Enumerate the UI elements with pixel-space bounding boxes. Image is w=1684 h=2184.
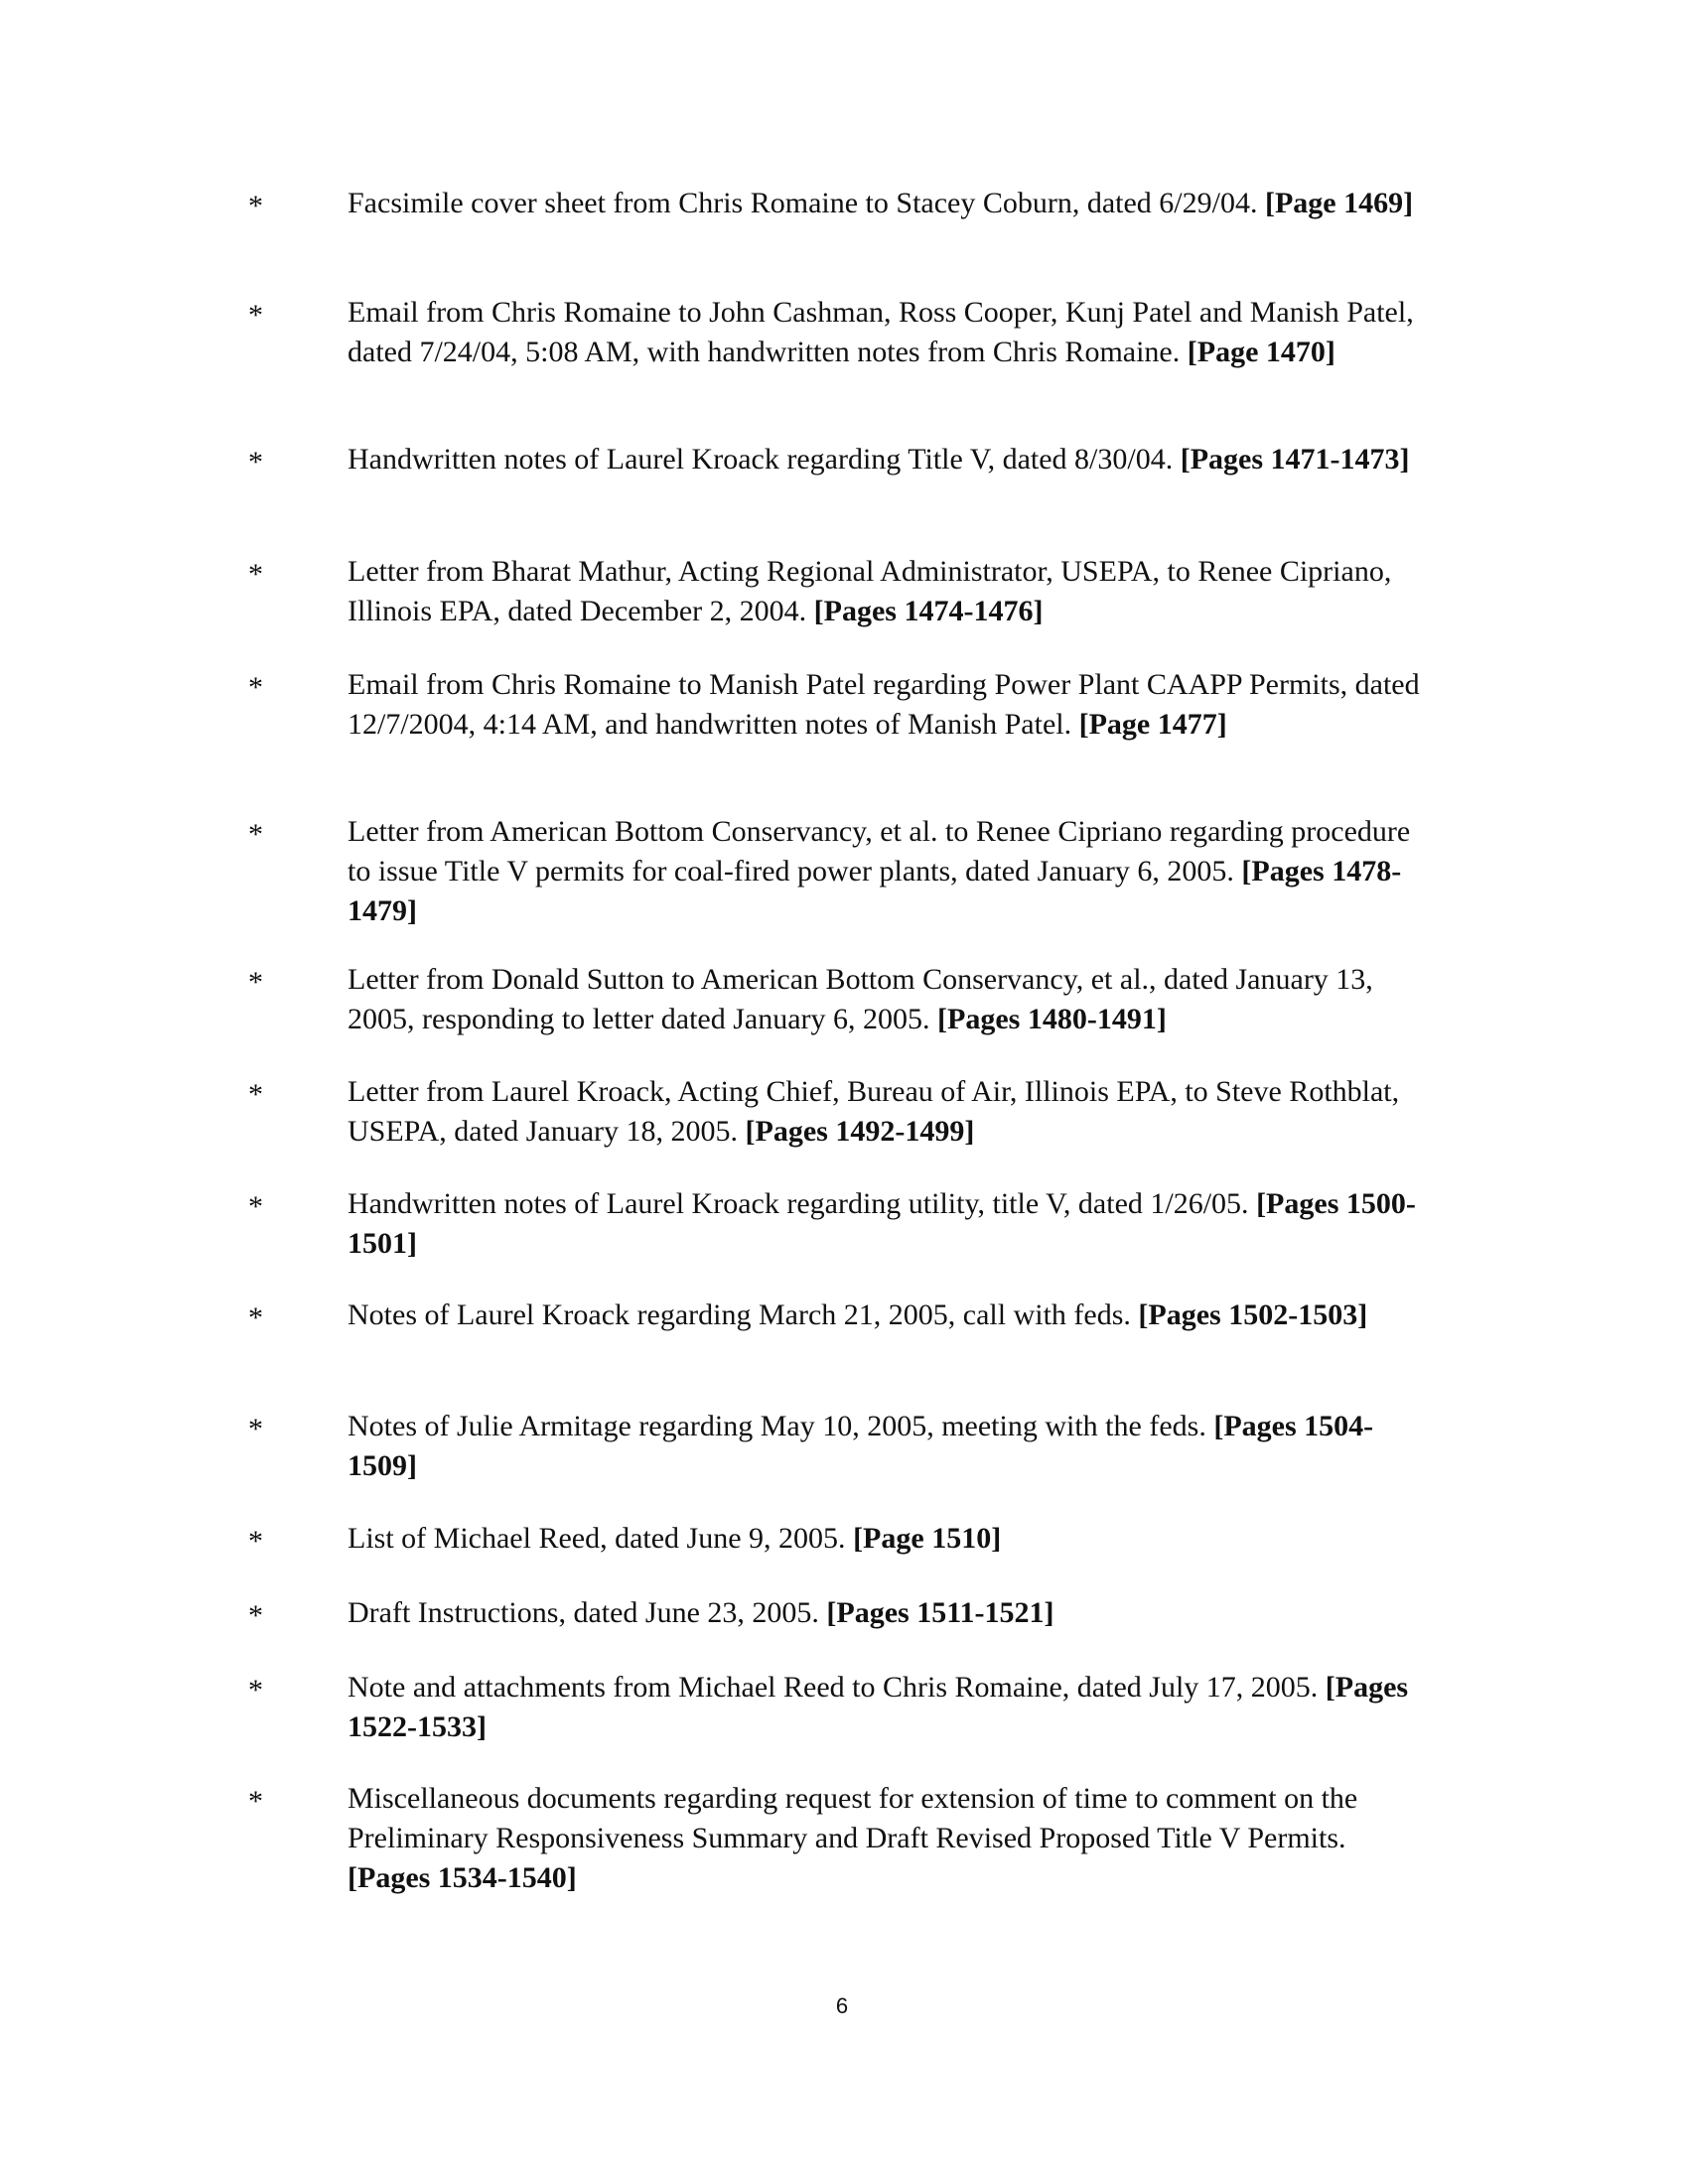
asterisk-bullet: *	[248, 1301, 263, 1334]
entry-description: Letter from Donald Sutton to American Bottom Conservancy, et al., dated January 13, 2005, responding to letter dated January 6, 2005.	[348, 963, 1373, 1035]
entry-text	[348, 1519, 1420, 1559]
page-reference: [Pages 1500-1501]	[348, 1187, 1416, 1260]
page-reference: [Pages 1522-1533]	[348, 1671, 1409, 1743]
entry-description: Notes of Julie Armitage regarding May 10, 2005, meeting with the feds.	[348, 1410, 1206, 1442]
page-number: 6	[835, 1993, 849, 2018]
entry-description: Email from Chris Romaine to John Cashman, Ross Cooper, Kunj Patel and Manish Patel, dated 7/24/04, 5:08 AM, with handwritten notes from Chris Romaine.	[348, 296, 1414, 368]
page-reference: [Page 1469]	[1264, 187, 1414, 219]
page-reference: [Pages 1511-1521]	[826, 1596, 1054, 1629]
asterisk-bullet: *	[248, 190, 263, 222]
page-reference: [Page 1470]	[1187, 336, 1335, 368]
asterisk-bullet: *	[248, 1190, 263, 1223]
entry-text	[348, 1779, 1420, 1898]
entry-text	[348, 960, 1420, 1039]
asterisk-bullet: *	[248, 966, 263, 999]
page-reference: [Pages 1534-1540]	[348, 1861, 577, 1894]
entry-description: Handwritten notes of Laurel Kroack regarding utility, title V, dated 1/26/05.	[348, 1187, 1249, 1220]
page-reference: [Page 1510]	[853, 1522, 1002, 1555]
entry-text	[348, 1072, 1420, 1152]
page-reference: [Pages 1492-1499]	[745, 1115, 975, 1148]
entry-text	[348, 1593, 1420, 1633]
entry-description: Notes of Laurel Kroack regarding March 21, 2005, call with feds.	[348, 1298, 1131, 1331]
entry-description: Letter from Laurel Kroack, Acting Chief, Bureau of Air, Illinois EPA, to Steve Rothblat, USEPA, dated January 18, 2005.	[348, 1075, 1400, 1148]
asterisk-bullet: *	[248, 1078, 263, 1111]
entry-text	[348, 1296, 1420, 1335]
asterisk-bullet: *	[248, 299, 263, 332]
asterisk-bullet: *	[248, 1525, 263, 1558]
page-reference: [Pages 1471-1473]	[1180, 443, 1410, 476]
entry-description: Handwritten notes of Laurel Kroack regarding Title V, dated 8/30/04.	[348, 443, 1174, 476]
entry-text	[348, 1184, 1420, 1264]
entry-description: List of Michael Reed, dated June 9, 2005.	[348, 1522, 846, 1555]
page-reference: [Pages 1478-1479]	[348, 855, 1402, 927]
entry-description: Miscellaneous documents regarding request for extension of time to comment on the Preliminary Responsiveness Summary and Draft Revised Proposed Title V Permits.	[348, 1782, 1358, 1854]
page-reference: [Pages 1504-1509]	[348, 1410, 1374, 1482]
entry-description: Letter from Bharat Mathur, Acting Regional Administrator, USEPA, to Renee Cipriano, Illinois EPA, dated December 2, 2004.	[348, 555, 1392, 627]
entry-description: Note and attachments from Michael Reed to Chris Romaine, dated July 17, 2005.	[348, 1671, 1319, 1704]
asterisk-bullet: *	[248, 671, 263, 704]
entry-description: Letter from American Bottom Conservancy, et al. to Renee Cipriano regarding procedure to issue Title V permits for coal-fired power plants, dated January 6, 2005.	[348, 815, 1411, 887]
asterisk-bullet: *	[248, 1674, 263, 1706]
entry-description: Facsimile cover sheet from Chris Romaine to Stacey Coburn, dated 6/29/04.	[348, 187, 1258, 219]
entry-text	[348, 665, 1420, 745]
entry-text	[348, 1668, 1420, 1747]
page-reference: [Page 1477]	[1078, 708, 1227, 741]
page-reference: [Pages 1474-1476]	[813, 595, 1044, 627]
asterisk-bullet: *	[248, 1599, 263, 1632]
entry-description: Draft Instructions, dated June 23, 2005.	[348, 1596, 819, 1629]
entry-text	[348, 552, 1420, 631]
asterisk-bullet: *	[248, 446, 263, 478]
page-reference: [Pages 1502-1503]	[1138, 1298, 1368, 1331]
asterisk-bullet: *	[248, 558, 263, 591]
entry-description: Email from Chris Romaine to Manish Patel regarding Power Plant CAAPP Permits, dated 12/7/2004, 4:14 AM, and handwritten notes of Manish Patel.	[348, 668, 1420, 741]
page-reference: [Pages 1480-1491]	[937, 1003, 1167, 1035]
entry-text	[348, 812, 1420, 931]
entry-text	[348, 440, 1420, 479]
entry-text	[348, 293, 1420, 372]
asterisk-bullet: *	[248, 1785, 263, 1818]
entry-text	[348, 184, 1420, 223]
asterisk-bullet: *	[248, 818, 263, 851]
asterisk-bullet: *	[248, 1413, 263, 1445]
entry-text	[348, 1407, 1420, 1486]
